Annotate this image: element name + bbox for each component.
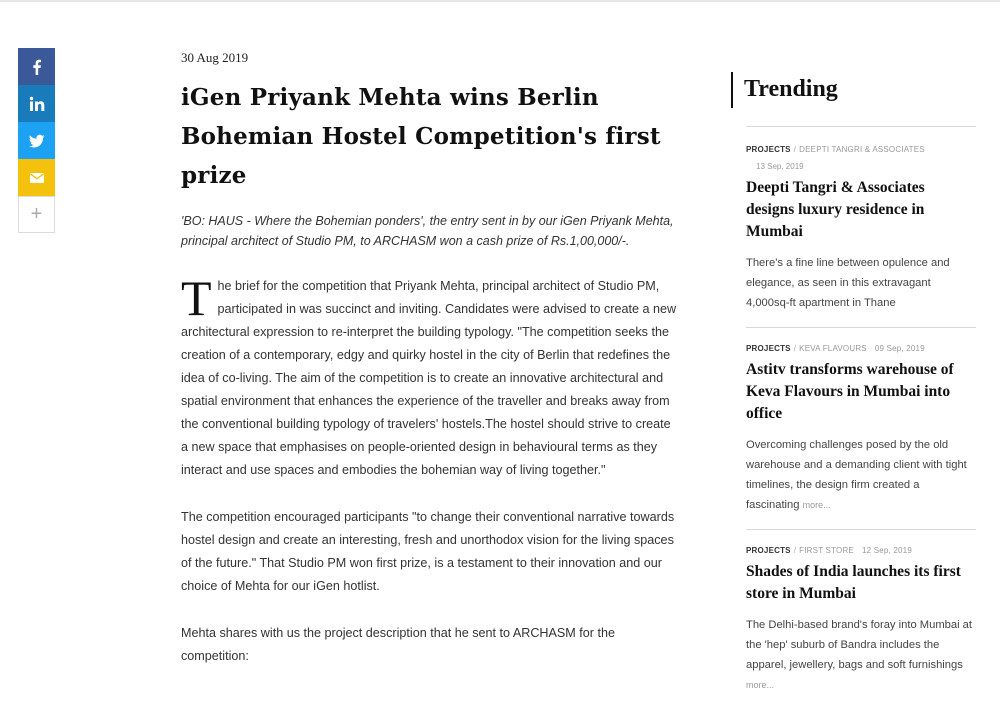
item-description <box>746 615 976 695</box>
item-tag-link[interactable]: FIRST STORE <box>799 546 854 555</box>
item-meta: PROJECTS / KEVA FLAVOURS 09 Sep, 2019 <box>746 344 925 353</box>
item-title-link[interactable]: Astitv transforms warehouse of Keva Flavours in Mumbai into office <box>746 361 954 422</box>
item-title-link[interactable]: Shades of India launches its first store in Mumbai <box>746 563 961 602</box>
twitter-icon <box>29 133 45 149</box>
linkedin-icon <box>29 96 45 112</box>
article-title-line: iGen Priyank Mehta wins Berlin <box>181 84 599 111</box>
share-bar <box>18 48 55 233</box>
item-tag-link[interactable]: KEVA FLAVOURS <box>799 344 867 353</box>
email-icon <box>29 170 45 186</box>
item-description <box>746 435 976 515</box>
read-more-link[interactable]: more... <box>746 680 775 690</box>
item-description <box>746 253 976 313</box>
trending-item[interactable] <box>746 530 976 709</box>
facebook-icon <box>29 59 45 75</box>
article-paragraph <box>181 270 681 482</box>
trending-sidebar <box>731 72 976 709</box>
read-more-link[interactable]: more... <box>802 500 831 510</box>
top-border <box>0 0 1000 2</box>
item-category-link[interactable]: PROJECTS <box>746 546 791 555</box>
article-paragraph: The competition encouraged participants "to change their conventional narrative towards hostel design and create an interesting, fresh and unorthodox vision for the living spaces of the future." That Studio PM won first prize, is a testament to their innovation and our choice of Mehta for our iGen hotlist. <box>181 510 675 593</box>
article-lede: 'BO: HAUS - Where the Bohemian ponders', the entry sent in by our iGen Priyank Mehta, principal architect of Studio PM, to ARCHASM won a cash prize of Rs.1,00,000/-. <box>181 214 674 248</box>
share-linkedin-button[interactable] <box>18 85 55 122</box>
trending-item[interactable] <box>746 328 976 530</box>
share-facebook-button[interactable] <box>18 48 55 85</box>
item-date: 13 Sep, 2019 <box>756 162 804 171</box>
article <box>181 50 681 692</box>
article-paragraph: Mehta shares with us the project description that he sent to ARCHASM for the competition: <box>181 626 615 663</box>
item-date: 09 Sep, 2019 <box>874 344 925 353</box>
item-desc-text: Overcoming challenges posed by the old warehouse and a demanding client with tight timelines, the design firm created a fascinating <box>746 439 967 511</box>
article-title <box>181 78 681 195</box>
article-date: 30 Aug 2019 <box>181 50 249 65</box>
item-tag-link[interactable]: DEEPTI TANGRI & ASSOCIATES <box>799 145 925 154</box>
trending-heading: Trending <box>731 72 976 108</box>
plus-icon: + <box>30 203 43 225</box>
item-meta: PROJECTS / FIRST STORE 12 Sep, 2019 <box>746 546 912 555</box>
paragraph-text: he brief for the competition that Priyank Mehta, principal architect of Studio PM, participated in was succinct and inviting. Candidates were advised to create a new architectural expression to re-interpret the building typology. "The competition seeks the creation of a contemporary, edgy and quirky hostel in the city of Berlin that redefines the idea of co-living. The aim of the competition is to create an innovative architectural and spatial environment that enhances the experience of the traveller and breaks away from the conventional building typology of travelers' hostels.The hostel should strive to create a new space that emphasises on people-oriented design in behavioural terms as they interact and use spaces and embodies the bohemian way of living together." <box>181 279 677 477</box>
share-email-button[interactable] <box>18 159 55 196</box>
item-desc-text: There's a fine line between opulence and elegance, as seen in this extravagant 4,000sq-ft apartment in Thane <box>746 257 950 309</box>
share-twitter-button[interactable] <box>18 122 55 159</box>
article-title-line: Bohemian Hostel Competition's first <box>181 123 661 150</box>
item-desc-text: The Delhi-based brand's foray into Mumbai at the 'hep' suburb of Bandra includes the apparel, jewellery, bags and soft furnishings <box>746 619 973 671</box>
item-date: 12 Sep, 2019 <box>861 546 912 555</box>
share-more-button[interactable] <box>18 196 55 233</box>
item-meta: PROJECTS / DEEPTI TANGRI & ASSOCIATES <box>746 145 925 154</box>
item-title-link[interactable]: Deepti Tangri & Associates designs luxury residence in Mumbai <box>746 179 925 240</box>
article-title-line: prize <box>181 162 247 189</box>
trending-item[interactable] <box>746 127 976 328</box>
drop-cap: T <box>181 270 212 326</box>
item-category-link[interactable]: PROJECTS <box>746 145 791 154</box>
item-category-link[interactable]: PROJECTS <box>746 344 791 353</box>
